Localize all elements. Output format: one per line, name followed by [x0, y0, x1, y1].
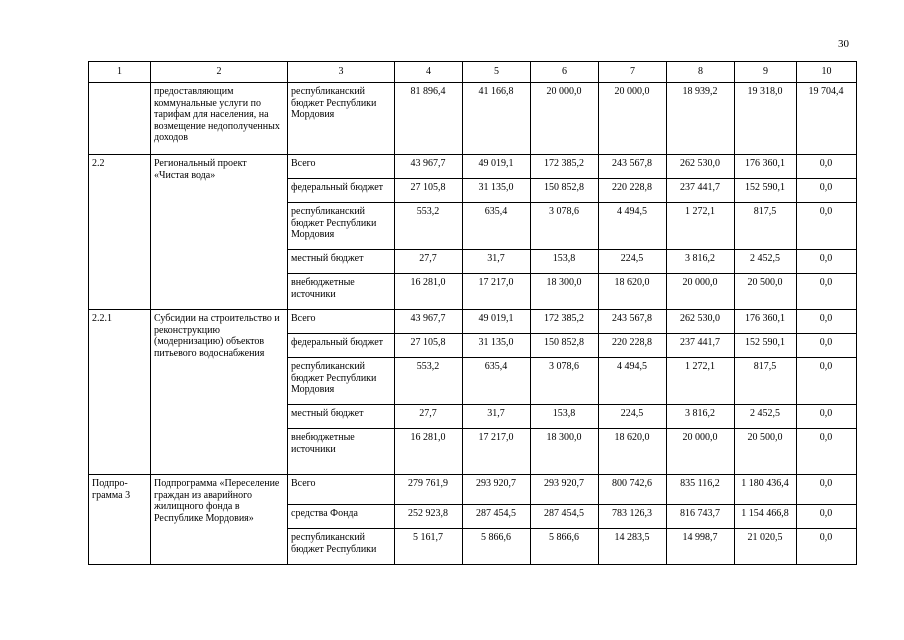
- value-cell: 243 567,8: [599, 310, 667, 334]
- value-cell: 1 272,1: [667, 203, 735, 250]
- value-cell: 20 500,0: [735, 274, 797, 310]
- value-cell: 152 590,1: [735, 334, 797, 358]
- value-cell: 176 360,1: [735, 310, 797, 334]
- value-cell: 0,0: [797, 203, 857, 250]
- value-cell: 16 281,0: [395, 429, 463, 475]
- value-cell: 27 105,8: [395, 334, 463, 358]
- header-row: [89, 62, 857, 83]
- value-cell: 43 967,7: [395, 310, 463, 334]
- value-cell: 20 000,0: [667, 274, 735, 310]
- header-cell: 6: [531, 62, 599, 83]
- value-cell: 237 441,7: [667, 334, 735, 358]
- value-cell: 3 816,2: [667, 250, 735, 274]
- value-cell: 835 116,2: [667, 475, 735, 505]
- header-cell: 7: [599, 62, 667, 83]
- value-cell: 14 998,7: [667, 529, 735, 565]
- value-cell: 293 920,7: [531, 475, 599, 505]
- value-cell: 150 852,8: [531, 334, 599, 358]
- funding-source-cell: федеральный бюджет: [288, 179, 395, 203]
- value-cell: 18 620,0: [599, 274, 667, 310]
- value-cell: 18 620,0: [599, 429, 667, 475]
- value-cell: 635,4: [463, 203, 531, 250]
- value-cell: 287 454,5: [463, 505, 531, 529]
- value-cell: 27 105,8: [395, 179, 463, 203]
- value-cell: 150 852,8: [531, 179, 599, 203]
- value-cell: 81 896,4: [395, 83, 463, 155]
- value-cell: 18 300,0: [531, 274, 599, 310]
- funding-source-cell: республиканский бюджет Республики: [288, 529, 395, 565]
- value-cell: 31,7: [463, 250, 531, 274]
- value-cell: 21 020,5: [735, 529, 797, 565]
- value-cell: 18 300,0: [531, 429, 599, 475]
- value-cell: 27,7: [395, 250, 463, 274]
- value-cell: 0,0: [797, 155, 857, 179]
- value-cell: 237 441,7: [667, 179, 735, 203]
- funding-source-cell: республиканский бюджет Республики Мордовия: [288, 203, 395, 250]
- value-cell: 262 530,0: [667, 155, 735, 179]
- funding-source-cell: Всего: [288, 155, 395, 179]
- header-cell: 1: [89, 62, 151, 83]
- table-row: [89, 155, 857, 179]
- value-cell: 3 078,6: [531, 203, 599, 250]
- value-cell: 5 161,7: [395, 529, 463, 565]
- value-cell: 31 135,0: [463, 334, 531, 358]
- value-cell: 783 126,3: [599, 505, 667, 529]
- value-cell: 172 385,2: [531, 155, 599, 179]
- value-cell: 0,0: [797, 334, 857, 358]
- funding-source-cell: Всего: [288, 310, 395, 334]
- header-cell: 3: [288, 62, 395, 83]
- value-cell: 5 866,6: [531, 529, 599, 565]
- value-cell: 220 228,8: [599, 334, 667, 358]
- funding-source-cell: республиканский бюджет Республики Мордовия: [288, 358, 395, 405]
- value-cell: 153,8: [531, 405, 599, 429]
- value-cell: 152 590,1: [735, 179, 797, 203]
- value-cell: 27,7: [395, 405, 463, 429]
- value-cell: 18 939,2: [667, 83, 735, 155]
- row-name-cell: предоставляющим коммунальные услуги по тарифам для населения, на возмещение недополученных доходов: [151, 83, 288, 155]
- value-cell: 0,0: [797, 358, 857, 405]
- header-cell: 4: [395, 62, 463, 83]
- row-id-cell: [89, 83, 151, 155]
- value-cell: 224,5: [599, 250, 667, 274]
- header-cell: 2: [151, 62, 288, 83]
- value-cell: 553,2: [395, 358, 463, 405]
- value-cell: 0,0: [797, 529, 857, 565]
- funding-source-cell: средства Фонда: [288, 505, 395, 529]
- row-id-cell: 2.2.1: [89, 310, 151, 475]
- value-cell: 31 135,0: [463, 179, 531, 203]
- value-cell: 5 866,6: [463, 529, 531, 565]
- value-cell: 0,0: [797, 429, 857, 475]
- value-cell: 252 923,8: [395, 505, 463, 529]
- value-cell: 279 761,9: [395, 475, 463, 505]
- value-cell: 4 494,5: [599, 203, 667, 250]
- value-cell: 553,2: [395, 203, 463, 250]
- table-row: [89, 475, 857, 505]
- funding-source-cell: местный бюджет: [288, 405, 395, 429]
- value-cell: 2 452,5: [735, 250, 797, 274]
- funding-source-cell: Всего: [288, 475, 395, 505]
- row-id-cell: Подпро-грамма 3: [89, 475, 151, 565]
- value-cell: 2 452,5: [735, 405, 797, 429]
- value-cell: 17 217,0: [463, 274, 531, 310]
- value-cell: 800 742,6: [599, 475, 667, 505]
- value-cell: 3 078,6: [531, 358, 599, 405]
- value-cell: 0,0: [797, 310, 857, 334]
- value-cell: 49 019,1: [463, 310, 531, 334]
- value-cell: 262 530,0: [667, 310, 735, 334]
- value-cell: 172 385,2: [531, 310, 599, 334]
- value-cell: 243 567,8: [599, 155, 667, 179]
- value-cell: 0,0: [797, 250, 857, 274]
- value-cell: 20 500,0: [735, 429, 797, 475]
- row-name-cell: Региональный проект «Чистая вода»: [151, 155, 288, 310]
- value-cell: 49 019,1: [463, 155, 531, 179]
- funding-source-cell: внебюджетные источники: [288, 274, 395, 310]
- value-cell: 1 180 436,4: [735, 475, 797, 505]
- value-cell: 1 154 466,8: [735, 505, 797, 529]
- value-cell: 14 283,5: [599, 529, 667, 565]
- funding-source-cell: внебюджетные источники: [288, 429, 395, 475]
- row-name-cell: Подпрограмма «Переселение граждан из аварийного жилищного фонда в Республике Мордовия»: [151, 475, 288, 565]
- value-cell: 220 228,8: [599, 179, 667, 203]
- page-number: 30: [838, 38, 849, 50]
- value-cell: 635,4: [463, 358, 531, 405]
- value-cell: 4 494,5: [599, 358, 667, 405]
- value-cell: 287 454,5: [531, 505, 599, 529]
- funding-source-cell: федеральный бюджет: [288, 334, 395, 358]
- value-cell: 817,5: [735, 358, 797, 405]
- value-cell: 20 000,0: [667, 429, 735, 475]
- value-cell: 0,0: [797, 179, 857, 203]
- value-cell: 20 000,0: [599, 83, 667, 155]
- table-row: [89, 83, 857, 155]
- value-cell: 816 743,7: [667, 505, 735, 529]
- value-cell: 0,0: [797, 274, 857, 310]
- table-row: [89, 310, 857, 334]
- value-cell: 153,8: [531, 250, 599, 274]
- value-cell: 20 000,0: [531, 83, 599, 155]
- value-cell: 0,0: [797, 475, 857, 505]
- value-cell: 17 217,0: [463, 429, 531, 475]
- value-cell: 0,0: [797, 505, 857, 529]
- value-cell: 19 704,4: [797, 83, 857, 155]
- value-cell: 0,0: [797, 405, 857, 429]
- header-cell: 5: [463, 62, 531, 83]
- value-cell: 176 360,1: [735, 155, 797, 179]
- value-cell: 3 816,2: [667, 405, 735, 429]
- value-cell: 817,5: [735, 203, 797, 250]
- value-cell: 43 967,7: [395, 155, 463, 179]
- value-cell: 293 920,7: [463, 475, 531, 505]
- row-name-cell: Субсидии на строительство и реконструкцию (модернизацию) объектов питьевого водоснабжения: [151, 310, 288, 475]
- row-id-cell: 2.2: [89, 155, 151, 310]
- header-cell: 9: [735, 62, 797, 83]
- value-cell: 1 272,1: [667, 358, 735, 405]
- value-cell: 41 166,8: [463, 83, 531, 155]
- value-cell: 31,7: [463, 405, 531, 429]
- value-cell: 224,5: [599, 405, 667, 429]
- value-cell: 19 318,0: [735, 83, 797, 155]
- funding-source-cell: республиканский бюджет Республики Мордовия: [288, 83, 395, 155]
- header-cell: 8: [667, 62, 735, 83]
- value-cell: 16 281,0: [395, 274, 463, 310]
- budget-table: [88, 61, 857, 565]
- header-cell: 10: [797, 62, 857, 83]
- funding-source-cell: местный бюджет: [288, 250, 395, 274]
